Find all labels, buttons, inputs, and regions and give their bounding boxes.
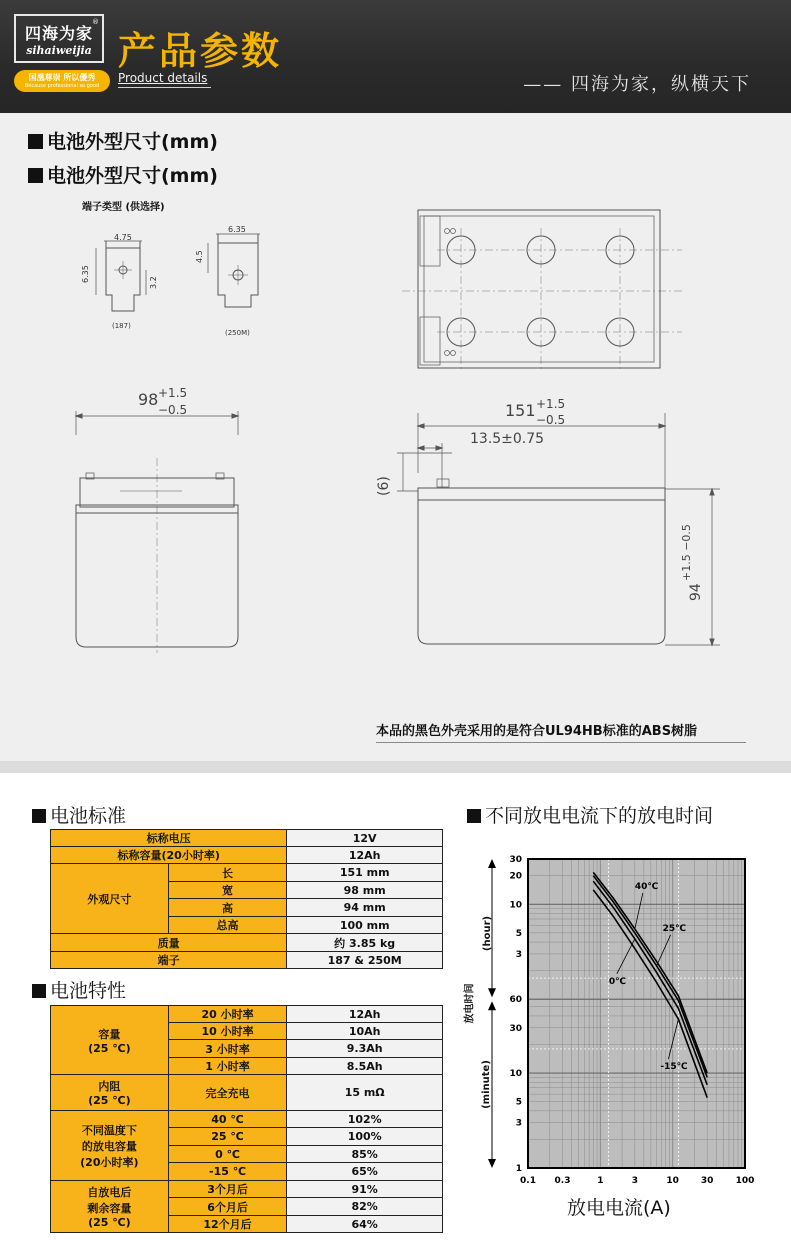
table-row <box>51 1075 443 1111</box>
group-title: 自放电后 <box>87 1186 132 1199</box>
badge-line-2: Because professional so good <box>24 83 100 89</box>
row-label: 1 小时率 <box>168 1058 287 1075</box>
row-value: 102% <box>287 1111 443 1128</box>
row-value: 12Ah <box>287 847 443 864</box>
terminal-187-drawing <box>81 233 158 330</box>
group-label <box>51 1111 169 1181</box>
group-label: 外观尺寸 <box>51 864 169 934</box>
y-axis-label: 放电时间 <box>464 983 476 1024</box>
x-tick-label: 0.3 <box>554 1176 571 1186</box>
row-label: 6个月后 <box>168 1198 287 1216</box>
row-label: -15 ℃ <box>168 1163 287 1181</box>
dim-width-tol-minus: −0.5 <box>158 403 188 417</box>
row-value: 9.3Ah <box>287 1040 443 1058</box>
chart-title: 不同放电电流下的放电时间 <box>485 805 714 827</box>
divider <box>376 742 746 743</box>
row-label: 总高 <box>168 917 287 934</box>
terminal-187-height: 6.35 <box>81 265 90 283</box>
y-tick-label-hour: 3 <box>515 949 522 960</box>
y-tick-label-minute: 30 <box>509 1023 522 1034</box>
page-title: 产品参数 <box>118 29 283 73</box>
x-tick-label: 3 <box>631 1176 638 1186</box>
material-note: 本品的黑色外壳采用的是符合UL94HB标准的ABS树脂 <box>376 724 698 739</box>
terminal-type-title: 端子类型 (供选择) <box>82 202 165 213</box>
technical-drawing <box>0 113 791 761</box>
y-tick-label-hour: 10 <box>509 900 522 911</box>
row-value: 82% <box>287 1198 443 1216</box>
series-label: 0℃ <box>608 976 627 987</box>
row-value: 94 mm <box>287 899 443 917</box>
chart-heading <box>467 801 713 828</box>
y-axis-minute-label: (minute) <box>480 1060 492 1109</box>
dim-width-tol-plus: +1.5 <box>158 386 188 400</box>
group-sub: (25 ℃) <box>88 1216 131 1229</box>
heading-text: 电池标准 <box>50 805 127 827</box>
row-value: 65% <box>287 1163 443 1181</box>
dimension-drawing-section <box>0 113 791 761</box>
row-label: 20 小时率 <box>168 1006 287 1023</box>
standard-heading <box>32 801 126 828</box>
slogan-badge <box>14 70 110 92</box>
y-tick-label-minute: 3 <box>515 1118 522 1129</box>
row-value: 100% <box>287 1128 443 1146</box>
battery-front-view <box>376 397 720 645</box>
dim-length-value: 151 <box>505 401 536 420</box>
row-value: 187 & 250M <box>287 952 443 969</box>
standard-table <box>50 829 443 969</box>
series-label: 40℃ <box>634 881 659 892</box>
group-title: 剩余容量 <box>87 1202 132 1215</box>
y-tick-label-hour: 20 <box>509 871 522 882</box>
row-label: 宽 <box>168 882 287 899</box>
row-label: 高 <box>168 899 287 917</box>
series-label: 25℃ <box>662 923 687 934</box>
section-separator <box>0 761 791 773</box>
characteristics-heading <box>32 976 126 1003</box>
brand-slogan: —— 四海为家，纵横天下 <box>523 74 751 95</box>
badge-line-1: 国凰尊崇 所以優秀 <box>28 73 96 82</box>
y-tick-label-minute: 5 <box>515 1097 522 1108</box>
heading-text: 电池外型尺寸(mm) <box>47 131 218 153</box>
row-value: 12Ah <box>287 1006 443 1023</box>
table-row <box>51 952 443 969</box>
x-tick-label: 0.1 <box>520 1176 536 1186</box>
characteristics-table <box>50 1005 443 1233</box>
square-bullet-icon <box>32 809 46 823</box>
table-row <box>51 830 443 847</box>
row-value: 64% <box>287 1216 443 1233</box>
row-label: 40 ℃ <box>168 1111 287 1128</box>
group-label <box>51 1075 169 1111</box>
row-label: 3 小时率 <box>168 1040 287 1058</box>
row-label: 10 小时率 <box>168 1023 287 1040</box>
divider <box>118 87 211 88</box>
row-value: 85% <box>287 1146 443 1163</box>
row-value: 15 mΩ <box>287 1075 443 1111</box>
row-value: 91% <box>287 1181 443 1198</box>
terminal-187-label: (187) <box>112 322 131 330</box>
table-row <box>51 1181 443 1198</box>
group-sub: (25 ℃) <box>88 1041 131 1055</box>
group-sub: (20小时率) <box>80 1155 139 1169</box>
plot-background <box>528 859 745 1168</box>
y-axis-hour-label: (hour) <box>482 915 494 952</box>
dim-terminal-height: (6) <box>376 476 392 496</box>
x-tick-label: 1 <box>597 1176 604 1186</box>
heading-text: 电池特性 <box>50 980 127 1002</box>
brand-logo <box>14 14 104 63</box>
y-tick-label-minute: 1 <box>515 1164 522 1174</box>
row-value: 10Ah <box>287 1023 443 1040</box>
y-tick-label-minute: 10 <box>509 1069 522 1080</box>
terminal-250-drawing <box>195 225 260 337</box>
y-tick-label-minute: 60 <box>509 995 522 1006</box>
dim-length-tol-minus: −0.5 <box>536 413 566 427</box>
row-label: 标称电压 <box>51 830 287 847</box>
row-label: 长 <box>168 864 287 882</box>
group-title: 不同温度下 <box>81 1123 137 1137</box>
x-tick-label: 30 <box>700 1176 714 1186</box>
table-row <box>51 864 443 882</box>
group-label <box>51 1006 169 1075</box>
product-details-label: Product details <box>118 71 208 85</box>
terminal-250-width: 6.35 <box>228 225 246 234</box>
x-tick-label: 10 <box>666 1176 679 1186</box>
logo-chinese: 四海为家 <box>24 24 93 43</box>
row-value: 100 mm <box>287 917 443 934</box>
row-value: 151 mm <box>287 864 443 882</box>
square-bullet-icon <box>467 809 481 823</box>
battery-top-view <box>402 210 682 371</box>
discharge-time-chart <box>456 850 756 1190</box>
group-title: 内阻 <box>98 1080 121 1093</box>
group-label <box>51 1181 169 1233</box>
row-value: 约 3.85 kg <box>287 934 443 952</box>
row-value: 8.5Ah <box>287 1058 443 1075</box>
row-label: 端子 <box>51 952 287 969</box>
dim-width-value: 98 <box>138 390 159 409</box>
table-row <box>51 1111 443 1128</box>
terminal-250-label: (250M) <box>225 329 250 337</box>
group-sub: (25 ℃) <box>88 1094 131 1107</box>
row-label: 标称容量(20小时率) <box>51 847 287 864</box>
row-label: 完全充电 <box>168 1075 287 1111</box>
page-header <box>0 0 791 113</box>
dim-length-tol-plus: +1.5 <box>536 397 566 411</box>
row-label: 3个月后 <box>168 1181 287 1198</box>
x-tick-label: 100 <box>735 1176 755 1186</box>
dim-height-value: 94 <box>688 583 704 601</box>
row-label: 25 ℃ <box>168 1128 287 1146</box>
square-bullet-icon <box>32 984 46 998</box>
y-tick-label-hour: 5 <box>515 928 522 939</box>
y-tick-label-hour: 30 <box>509 855 522 865</box>
row-label: 0 ℃ <box>168 1146 287 1163</box>
logo-english: sihaiweijia <box>26 44 92 57</box>
table-row <box>51 847 443 864</box>
group-title: 容量 <box>98 1027 121 1041</box>
dim-terminal-pos: 13.5±0.75 <box>470 431 545 447</box>
registered-mark: ® <box>92 18 99 26</box>
row-label: 质量 <box>51 934 287 952</box>
terminal-187-hole: 3.2 <box>149 276 158 289</box>
table-row <box>51 1006 443 1023</box>
group-title: 的放电容量 <box>81 1139 137 1153</box>
table-row <box>51 934 443 952</box>
terminal-187-width: 4.75 <box>114 233 132 242</box>
row-value: 98 mm <box>287 882 443 899</box>
dim-height-tol: +1.5 −0.5 <box>680 524 693 581</box>
row-value: 12V <box>287 830 443 847</box>
series-label: -15℃ <box>660 1062 688 1073</box>
x-axis-title: 放电电流(A) <box>567 1197 671 1219</box>
heading-text: 电池外型尺寸(mm) <box>47 165 218 187</box>
terminal-250-height: 4.5 <box>195 250 204 263</box>
row-label: 12个月后 <box>168 1216 287 1233</box>
battery-side-view <box>76 386 238 653</box>
